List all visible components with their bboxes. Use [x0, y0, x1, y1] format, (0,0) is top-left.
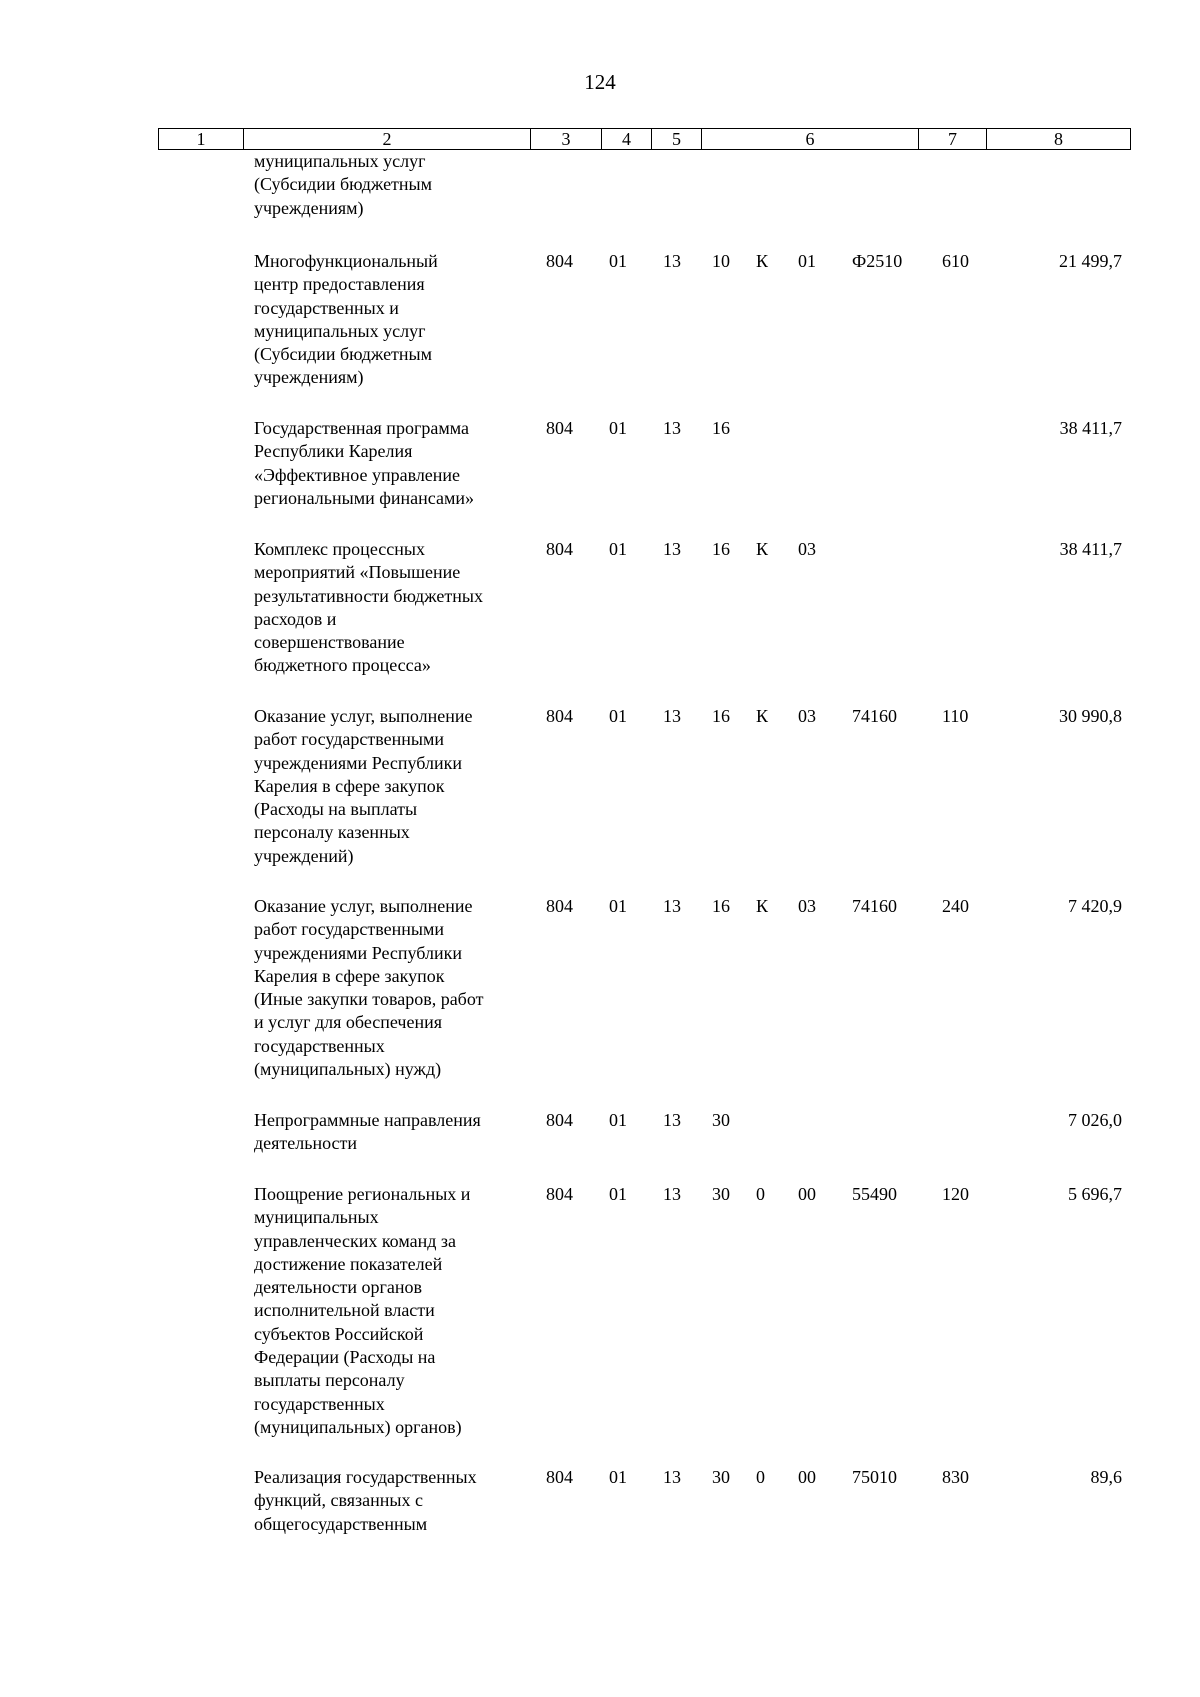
- column-header-3: 3: [531, 129, 602, 150]
- program-type-code: К: [756, 896, 769, 916]
- program-code: 16: [712, 539, 730, 559]
- ministry-code: 804: [546, 418, 573, 438]
- program-code: 16: [712, 706, 730, 726]
- amount-value: 5 696,7: [1068, 1184, 1122, 1204]
- row-description: муниципальных услуг (Субсидии бюджетным учреждениям): [254, 151, 433, 218]
- section-code: 01: [609, 896, 627, 916]
- column-header-6: 6: [702, 129, 919, 150]
- section-code: 01: [609, 539, 627, 559]
- subsection-code: 13: [663, 418, 681, 438]
- amount-value: 89,6: [1090, 1467, 1122, 1487]
- direction-code: 74160: [852, 896, 897, 916]
- direction-code: 55490: [852, 1184, 897, 1204]
- column-header-7: 7: [919, 129, 987, 150]
- amount-value: 38 411,7: [1059, 539, 1122, 559]
- program-element-code: 00: [798, 1467, 816, 1487]
- column-header-row: [159, 129, 1131, 150]
- section-code: 01: [609, 251, 627, 271]
- program-type-code: 0: [756, 1467, 765, 1487]
- program-code: 16: [712, 896, 730, 916]
- amount-value: 21 499,7: [1059, 251, 1122, 271]
- row-description: Оказание услуг, выполнение работ государственными учреждениями Республики Карелия в сфере закупок (Расходы на выплаты персоналу казенных учреждений): [254, 706, 473, 866]
- program-code: 16: [712, 418, 730, 438]
- expense-type-code: 110: [942, 706, 969, 726]
- ministry-code: 804: [546, 706, 573, 726]
- program-element-code: 01: [798, 251, 816, 271]
- page-number: 124: [584, 70, 616, 94]
- section-code: 01: [609, 706, 627, 726]
- row-description: Оказание услуг, выполнение работ государственными учреждениями Республики Карелия в сфере закупок (Иные закупки товаров, работ и услуг для обеспечения государственных (муниципальных) нужд): [254, 896, 484, 1080]
- row-description: Комплекс процессных мероприятий «Повышение результативности бюджетных расходов и совершенствование бюджетного процесса»: [254, 539, 483, 676]
- section-code: 01: [609, 1184, 627, 1204]
- program-code: 30: [712, 1184, 730, 1204]
- expense-type-code: 830: [942, 1467, 969, 1487]
- program-element-code: 03: [798, 706, 816, 726]
- ministry-code: 804: [546, 1184, 573, 1204]
- column-header-5: 5: [652, 129, 702, 150]
- direction-code: 74160: [852, 706, 897, 726]
- amount-value: 30 990,8: [1059, 706, 1122, 726]
- program-type-code: К: [756, 539, 769, 559]
- direction-code: 75010: [852, 1467, 897, 1487]
- amount-value: 38 411,7: [1059, 418, 1122, 438]
- amount-value: 7 420,9: [1068, 896, 1122, 916]
- ministry-code: 804: [546, 896, 573, 916]
- column-header-1: 1: [159, 129, 244, 150]
- ministry-code: 804: [546, 1110, 573, 1130]
- column-header-table: [158, 128, 1131, 150]
- row-description: Многофункциональный центр предоставления государственных и муниципальных услуг (Субсидии бюджетным учреждениям): [254, 251, 438, 388]
- row-description: Непрограммные направления деятельности: [254, 1110, 481, 1154]
- ministry-code: 804: [546, 251, 573, 271]
- program-type-code: К: [756, 706, 769, 726]
- subsection-code: 13: [663, 1110, 681, 1130]
- subsection-code: 13: [663, 539, 681, 559]
- column-header-8: 8: [987, 129, 1131, 150]
- program-element-code: 00: [798, 1184, 816, 1204]
- section-code: 01: [609, 418, 627, 438]
- program-type-code: 0: [756, 1184, 765, 1204]
- subsection-code: 13: [663, 251, 681, 271]
- row-description: Государственная программа Республики Карелия «Эффективное управление региональными финансами»: [254, 418, 474, 508]
- section-code: 01: [609, 1467, 627, 1487]
- program-code: 30: [712, 1110, 730, 1130]
- section-code: 01: [609, 1110, 627, 1130]
- program-element-code: 03: [798, 896, 816, 916]
- program-code: 10: [712, 251, 730, 271]
- subsection-code: 13: [663, 1467, 681, 1487]
- direction-code: Ф2510: [852, 251, 903, 271]
- ministry-code: 804: [546, 539, 573, 559]
- expense-type-code: 120: [942, 1184, 969, 1204]
- expense-type-code: 240: [942, 896, 969, 916]
- ministry-code: 804: [546, 1467, 573, 1487]
- program-type-code: К: [756, 251, 769, 271]
- program-code: 30: [712, 1467, 730, 1487]
- column-header-4: 4: [602, 129, 652, 150]
- row-description: Поощрение региональных и муниципальных управленческих команд за достижение показателей деятельности органов исполнительной власти субъектов Российской Федерации (Расходы на выплаты персоналу государственных (муниципальных) органов): [254, 1184, 471, 1437]
- amount-value: 7 026,0: [1068, 1110, 1122, 1130]
- subsection-code: 13: [663, 706, 681, 726]
- expense-type-code: 610: [942, 251, 969, 271]
- program-element-code: 03: [798, 539, 816, 559]
- subsection-code: 13: [663, 896, 681, 916]
- subsection-code: 13: [663, 1184, 681, 1204]
- row-description: Реализация государственных функций, связанных с общегосударственным: [254, 1467, 477, 1534]
- column-header-2: 2: [244, 129, 531, 150]
